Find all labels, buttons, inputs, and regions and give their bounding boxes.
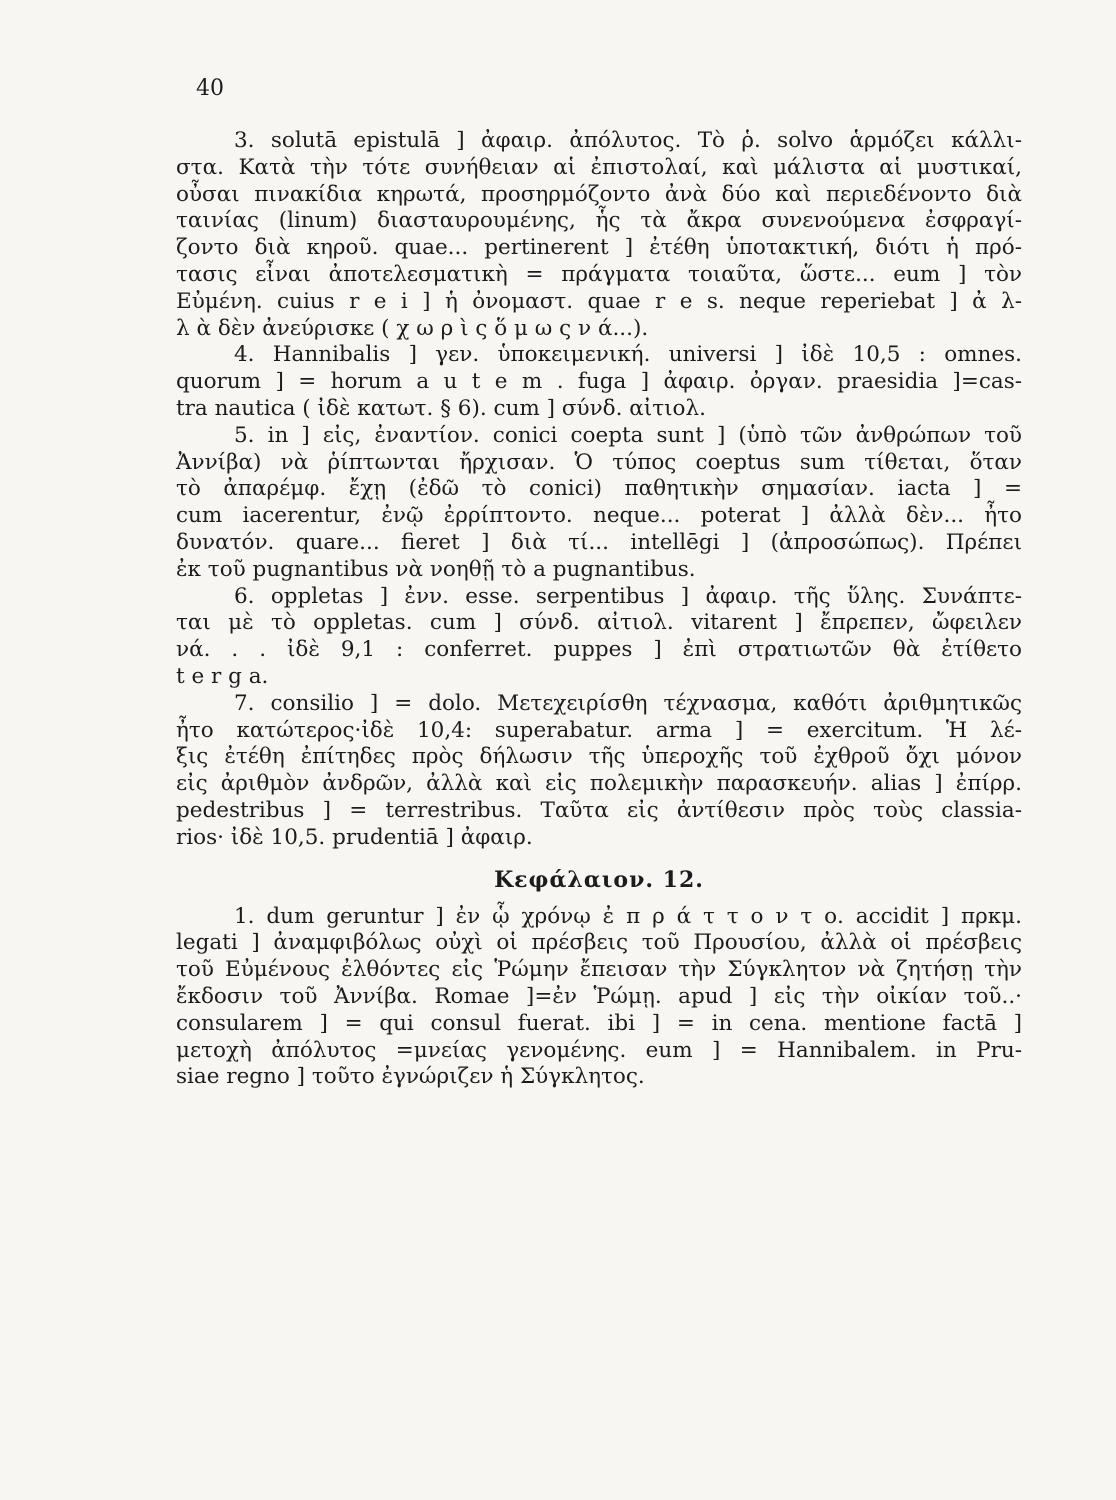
- text-line: οὖσαι πινακίδια κηρωτά, προσηρμόζοντο ἀνὰ δύο καὶ περιεδένοντο διὰ: [176, 181, 1022, 207]
- text-line: ἔκδοσιν τοῦ Ἀννίβα. Romae ]=ἐν Ῥώμῃ. apud ] εἰς τὴν οἰκίαν τοῦ..·: [176, 983, 1022, 1009]
- note-paragraph-4: [176, 342, 1022, 422]
- text-line: tra nautica ( ἰδὲ κατωτ. § 6). cum ] σύνδ. αἰτιολ.: [176, 395, 706, 421]
- text-line: ἦτο κατώτερος·ἰδὲ 10,4: superabatur. arma ] = exercitum. Ἡ λέ-: [176, 717, 1022, 743]
- note-paragraph-3: [176, 128, 1022, 342]
- text-line: στα. Κατὰ τὴν τότε συνήθειαν αἱ ἐπιστολαί, καὶ μάλιστα αἱ μυστικαί,: [176, 154, 1022, 180]
- text-line: Ἀννίβα) νὰ ῥίπτωνται ἤρχισαν. Ὁ τύπος coeptus sum τίθεται, ὅταν: [176, 449, 1022, 475]
- chapter-heading: Κεφάλαιον. 12.: [494, 866, 704, 893]
- text-line: δυνατόν. quare... fieret ] διὰ τί... intellēgi ] (ἀπροσώπως). Πρέπει: [176, 529, 1022, 555]
- chapter-note-paragraph-1: [176, 904, 1022, 1092]
- text-line: νά. . . ἰδὲ 9,1 : conferret. puppes ] ἐπὶ στρατιωτῶν θὰ ἐτίθετο: [176, 637, 1022, 663]
- text-line: cum iacerentur, ἐνῷ ἐρρίπτοντο. neque... poterat ] ἀλλὰ δὲν... ἦτο: [176, 503, 1022, 529]
- text-line: 7. consilio ] = dolo. Μετεχειρίσθη τέχνασμα, καθότι ἀριθμητικῶς: [234, 690, 1022, 716]
- text-line: ἐκ τοῦ pugnantibus νὰ νοηθῇ τὸ a pugnantibus.: [176, 556, 696, 582]
- text-line: 3. solutā epistulā ] ἀφαιρ. ἀπόλυτος. Τὸ ῥ. solvo ἁρμόζει κάλλι-: [234, 128, 1022, 153]
- text-line: pedestribus ] = terrestribus. Ταῦτα εἰς ἀντίθεσιν πρὸς τοὺς classia-: [176, 797, 1022, 823]
- note-paragraph-6: [176, 584, 1022, 691]
- text-line: 6. oppletas ] ἐνν. esse. serpentibus ] ἀφαιρ. τῆς ὕλης. Συνάπτε-: [234, 583, 1022, 609]
- page-number: 40: [196, 76, 224, 101]
- commentary-text: [176, 128, 1022, 1091]
- text-line: μετοχὴ ἀπόλυτος =μνείας γενομένης. eum ] = Hannibalem. in Pru-: [176, 1037, 1022, 1063]
- text-line: τασις εἶναι ἀποτελεσματικὴ = πράγματα τοιαῦτα, ὥστε... eum ] τὸν: [176, 261, 1022, 287]
- text-line: legati ] ἀναμφιβόλως οὐχὶ οἱ πρέσβεις τοῦ Προυσίου, ἀλλὰ οἱ πρέσβεις: [176, 930, 1022, 956]
- text-line: λ ὰ δὲν ἀνεύρισκε ( χ ω ρ ὶ ς ὅ μ ω ς ν ά...).: [176, 315, 649, 341]
- text-line: siae regno ] τοῦτο ἐγνώριζεν ἡ Σύγκλητος.: [176, 1064, 645, 1090]
- text-line: Εὐμένη. cuius r e i ] ἡ ὀνομαστ. quae r e s. neque reperiebat ] ἀ λ-: [176, 288, 1022, 314]
- text-line: 4. Hannibalis ] γεν. ὑποκειμενική. universi ] ἰδὲ 10,5 : omnes.: [234, 342, 1022, 368]
- text-line: quorum ] = horum a u t e m . fuga ] ἀφαιρ. ὀργαν. praesidia ]=cas-: [176, 369, 1022, 395]
- text-line: τοῦ Εὐμένους ἐλθόντες εἰς Ῥώμην ἔπεισαν τὴν Σύγκλητον νὰ ζητήσῃ τὴν: [176, 957, 1022, 983]
- note-paragraph-5: [176, 423, 1022, 584]
- text-line: ξις ἐτέθη ἐπίτηδες πρὸς δήλωσιν τῆς ὑπεροχῆς τοῦ ἐχθροῦ ὄχι μόνον: [176, 744, 1022, 770]
- text-line: ταινίας (linum) διασταυρουμένης, ἧς τὰ ἄκρα συνενούμενα ἐσφραγί-: [176, 208, 1022, 234]
- text-line: ζοντο διὰ κηροῦ. quae... pertinerent ] ἐτέθη ὑποτακτική, διότι ἡ πρό-: [176, 235, 1022, 261]
- text-line: consularem ] = qui consul fuerat. ibi ] = in cena. mentione factā ]: [176, 1010, 1022, 1036]
- text-line: ται μὲ τὸ oppletas. cum ] σύνδ. αἰτιολ. vitarent ] ἔπρεπεν, ὤφειλεν: [176, 610, 1022, 636]
- text-line: t e r g a.: [176, 663, 269, 689]
- text-line: εἰς ἀριθμὸν ἀνδρῶν, ἀλλὰ καὶ εἰς πολεμικὴν παρασκευήν. alias ] ἐπίρρ.: [176, 771, 1022, 797]
- text-line: τὸ ἀπαρέμφ. ἔχῃ (ἐδῶ τὸ conici) παθητικὴν σημασίαν. iacta ] =: [176, 476, 1022, 502]
- text-line: rios· ἰδὲ 10,5. prudentiā ] ἀφαιρ.: [176, 824, 533, 850]
- text-line: 5. in ] εἰς, ἐναντίον. conici coepta sunt ] (ὑπὸ τῶν ἀνθρώπων τοῦ: [234, 422, 1022, 448]
- text-line: 1. dum geruntur ] ἐν ᾧ χρόνῳ ἐ π ρ ά τ τ ο ν τ ο. accidit ] πρκμ.: [234, 903, 1022, 929]
- note-paragraph-7: [176, 691, 1022, 852]
